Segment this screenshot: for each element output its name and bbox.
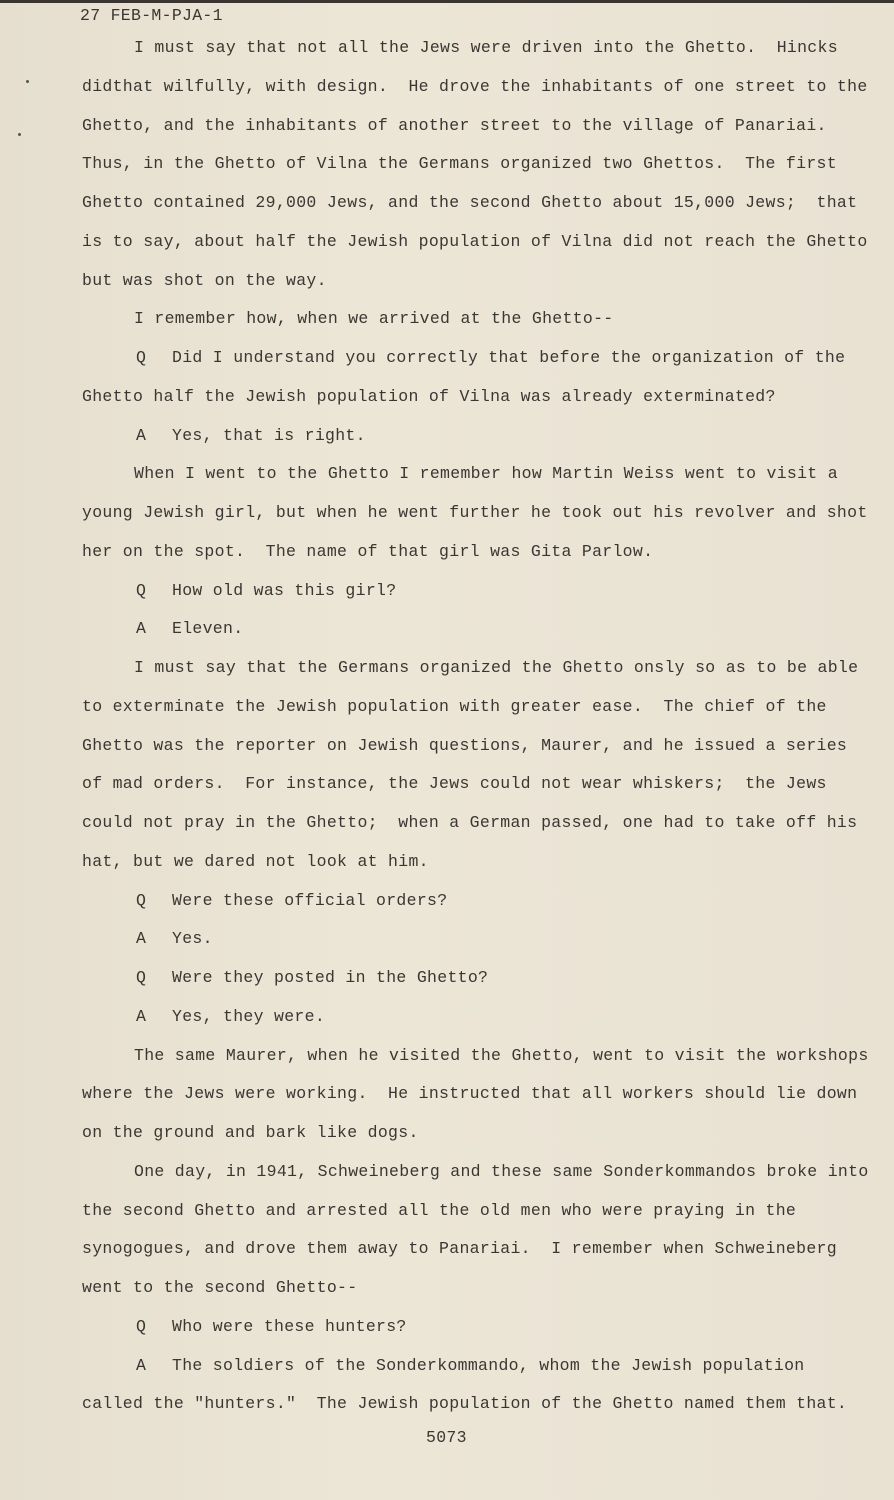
line-text: but was shot on the way. bbox=[82, 270, 327, 290]
line-text: called the "hunters." The Jewish population of the Ghetto named them that. bbox=[82, 1394, 848, 1414]
text-line bbox=[82, 1121, 869, 1160]
text-line bbox=[82, 1276, 869, 1315]
speaker-label: Q bbox=[136, 890, 147, 910]
line-text: of mad orders. For instance, the Jews could not wear whiskers; the Jews bbox=[82, 774, 827, 794]
text-line bbox=[82, 1392, 869, 1431]
qa-line bbox=[82, 1315, 869, 1354]
line-text: Eleven. bbox=[172, 619, 244, 639]
text-line bbox=[82, 1199, 869, 1238]
text-line bbox=[82, 734, 869, 773]
line-text: Ghetto was the reporter on Jewish questions, Maurer, and he issued a series bbox=[82, 735, 848, 755]
line-text: I must say that not all the Jews were driven into the Ghetto. Hincks bbox=[134, 38, 838, 57]
line-text: went to the second Ghetto-- bbox=[82, 1278, 358, 1297]
line-text: Were they posted in the Ghetto? bbox=[172, 968, 489, 987]
line-text: synogogues, and drove them away to Panariai. I remember when Schweineberg bbox=[82, 1239, 837, 1259]
text-line bbox=[82, 695, 869, 734]
line-text: Did I understand you correctly that before the organization of the bbox=[172, 348, 846, 367]
text-line bbox=[82, 152, 869, 191]
speaker-label: A bbox=[136, 1006, 147, 1026]
line-text: Ghetto half the Jewish population of Vilna was already exterminated? bbox=[82, 386, 776, 406]
line-text: hat, but we dared not look at him. bbox=[82, 851, 429, 871]
text-line bbox=[82, 191, 869, 230]
page-number: 5073 bbox=[426, 1428, 467, 1447]
document-header: 27 FEB-M-PJA-1 bbox=[80, 6, 223, 25]
qa-line bbox=[82, 579, 869, 618]
qa-line bbox=[82, 1354, 869, 1393]
line-text: Thus, in the Ghetto of Vilna the Germans organized two Ghettos. The first bbox=[82, 154, 837, 174]
text-line bbox=[82, 850, 869, 889]
line-text: to exterminate the Jewish population with greater ease. The chief of the bbox=[82, 696, 827, 716]
text-line bbox=[82, 230, 869, 269]
speaker-label: A bbox=[136, 619, 147, 639]
line-text: her on the spot. The name of that girl was Gita Parlow. bbox=[82, 541, 654, 561]
line-text: the second Ghetto and arrested all the old men who were praying in the bbox=[82, 1200, 797, 1220]
qa-line bbox=[82, 1005, 869, 1044]
margin-mark bbox=[26, 80, 29, 83]
line-text: One day, in 1941, Schweineberg and these same Sonderkommandos broke into bbox=[134, 1161, 869, 1181]
transcript-body bbox=[82, 36, 869, 1431]
speaker-label: A bbox=[136, 1355, 147, 1375]
margin-mark bbox=[18, 133, 21, 136]
text-line bbox=[82, 75, 869, 114]
line-text: where the Jews were working. He instructed that all workers should lie down bbox=[82, 1084, 858, 1104]
speaker-label: Q bbox=[136, 968, 147, 987]
qa-line bbox=[82, 424, 869, 463]
line-text: on the ground and bark like dogs. bbox=[82, 1123, 419, 1142]
text-line bbox=[82, 656, 869, 695]
line-text: When I went to the Ghetto I remember how Martin Weiss went to visit a bbox=[134, 464, 838, 484]
text-line bbox=[82, 114, 869, 153]
speaker-label: A bbox=[136, 929, 147, 949]
text-line bbox=[82, 462, 869, 501]
line-text: I must say that the Germans organized the Ghetto onsly so as to be able bbox=[134, 658, 859, 677]
text-line bbox=[82, 1237, 869, 1276]
text-line bbox=[82, 36, 869, 75]
text-line bbox=[82, 1044, 869, 1083]
line-text: Ghetto contained 29,000 Jews, and the second Ghetto about 15,000 Jews; that bbox=[82, 193, 858, 212]
qa-line bbox=[82, 966, 869, 1005]
line-text: Were these official orders? bbox=[172, 890, 448, 910]
qa-line bbox=[82, 889, 869, 928]
text-line bbox=[82, 385, 869, 424]
text-line bbox=[82, 269, 869, 308]
line-text: The soldiers of the Sonderkommando, whom the Jewish population bbox=[172, 1355, 805, 1375]
speaker-label: A bbox=[136, 425, 147, 445]
line-text: The same Maurer, when he visited the Ghetto, went to visit the workshops bbox=[134, 1045, 869, 1065]
line-text: Ghetto, and the inhabitants of another street to the village of Panariai. bbox=[82, 115, 827, 135]
line-text: Yes, that is right. bbox=[172, 425, 366, 445]
qa-line bbox=[82, 617, 869, 656]
speaker-label: Q bbox=[136, 348, 147, 367]
line-text: How old was this girl? bbox=[172, 580, 397, 600]
page-top-edge bbox=[0, 0, 894, 3]
line-text: could not pray in the Ghetto; when a German passed, one had to take off his bbox=[82, 813, 858, 832]
line-text: young Jewish girl, but when he went further he took out his revolver and shot bbox=[82, 503, 868, 522]
line-text: Yes. bbox=[172, 929, 213, 949]
text-line bbox=[82, 540, 869, 579]
text-line bbox=[82, 811, 869, 850]
qa-line bbox=[82, 927, 869, 966]
text-line bbox=[82, 772, 869, 811]
line-text: didthat wilfully, with design. He drove the inhabitants of one street to the bbox=[82, 76, 868, 96]
text-line bbox=[82, 1082, 869, 1121]
qa-line bbox=[82, 346, 869, 385]
speaker-label: Q bbox=[136, 1316, 147, 1336]
text-line bbox=[82, 501, 869, 540]
line-text: Yes, they were. bbox=[172, 1006, 326, 1026]
line-text: is to say, about half the Jewish population of Vilna did not reach the Ghetto bbox=[82, 231, 868, 251]
line-text: I remember how, when we arrived at the Ghetto-- bbox=[134, 309, 614, 329]
speaker-label: Q bbox=[136, 580, 147, 600]
text-line bbox=[82, 1160, 869, 1199]
text-line bbox=[82, 307, 869, 346]
line-text: Who were these hunters? bbox=[172, 1316, 407, 1336]
